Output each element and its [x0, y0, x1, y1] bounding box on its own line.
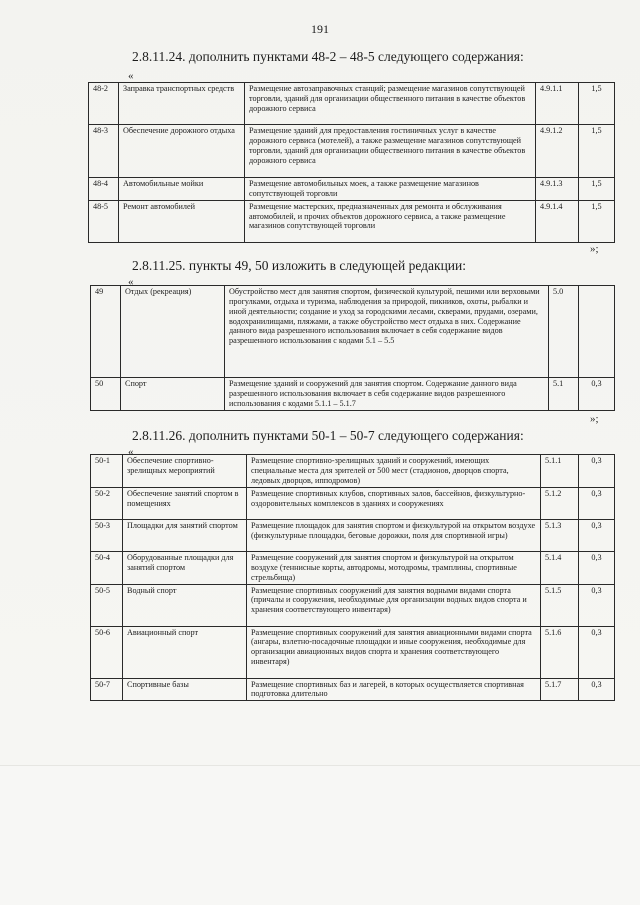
- row-number: 50-5: [91, 584, 123, 626]
- row-name: Обеспечение спортивно-зрелищных мероприятий: [123, 455, 247, 488]
- row-description: Размещение спортивных сооружений для занятия авиационными видами спорта (ангары, взлетно-посадочные площадки и иные сооружения, необходимые для организации авиационных видов спорта и хранения соответствующего инвентаря): [247, 626, 541, 678]
- table-row: [89, 178, 615, 201]
- table-row: [91, 584, 615, 626]
- row-coefficient: 1,5: [579, 200, 615, 242]
- close-quote-2: »;: [590, 413, 599, 425]
- row-description: Размещение площадок для занятия спортом и физкультурой на открытом воздухе (физкультурные площадки, беговые дорожки, поля для спортивной игры): [247, 520, 541, 552]
- row-description: Размещение спортивных сооружений для занятия водными видами спорта (причалы и сооружения, необходимые для организации водных видов спорта и хранения соответствующего инвентаря): [247, 584, 541, 626]
- row-code: 5.1.4: [541, 552, 579, 585]
- row-name: Обеспечение дорожного отдыха: [119, 125, 245, 178]
- open-quote-2: «: [128, 276, 134, 288]
- table-row: [91, 286, 615, 378]
- row-coefficient: 1,5: [579, 178, 615, 201]
- table-row: [91, 455, 615, 488]
- row-description: Размещение спортивных клубов, спортивных залов, бассейнов, физкультурно-оздоровительных комплексов в зданиях и сооружениях: [247, 488, 541, 520]
- row-number: 48-3: [89, 125, 119, 178]
- table-row: [89, 83, 615, 125]
- page-number: 191: [311, 22, 329, 36]
- row-description: Размещение спортивных баз и лагерей, в которых осуществляется спортивная подготовка длительно: [247, 678, 541, 701]
- row-code: 5.1.5: [541, 584, 579, 626]
- row-coefficient: 0,3: [579, 626, 615, 678]
- row-code: 4.9.1.2: [536, 125, 579, 178]
- row-name: Спортивные базы: [123, 678, 247, 701]
- row-number: 50-7: [91, 678, 123, 701]
- row-description: Размещение зданий для предоставления гостиничных услуг в качестве дорожного сервиса (мотелей), а также размещение магазинов сопутствующей торговли, зданий для организации общественного питания в качестве объектов дорожного сервиса: [245, 125, 536, 178]
- row-number: 50: [91, 378, 121, 411]
- row-number: 50-4: [91, 552, 123, 585]
- table-row: [91, 552, 615, 585]
- row-code: 5.1.7: [541, 678, 579, 701]
- close-quote-1: »;: [590, 243, 599, 255]
- table-row: [91, 488, 615, 520]
- row-code: 5.1.2: [541, 488, 579, 520]
- row-number: 50-6: [91, 626, 123, 678]
- section-heading-2: 2.8.11.25. пункты 49, 50 изложить в следующей редакции:: [132, 258, 467, 273]
- row-coefficient: 1,5: [579, 83, 615, 125]
- row-name: Обеспечение занятий спортом в помещениях: [123, 488, 247, 520]
- row-name: Ремонт автомобилей: [119, 200, 245, 242]
- open-quote-1: «: [128, 70, 134, 82]
- row-coefficient: 0,3: [579, 552, 615, 585]
- row-coefficient: 0,3: [579, 488, 615, 520]
- row-code: 5.1.3: [541, 520, 579, 552]
- row-description: Размещение спортивно-зрелищных зданий и сооружений, имеющих специальные места для зрителей от 500 мест (стадионов, дворцов спорта, ледовых дворцов, ипподромов): [247, 455, 541, 488]
- table-section-3: [90, 454, 615, 701]
- row-name: Оборудованные площадки для занятий спортом: [123, 552, 247, 585]
- table-row: [91, 520, 615, 552]
- row-code: 4.9.1.3: [536, 178, 579, 201]
- row-code: 5.1: [549, 378, 579, 411]
- row-name: Спорт: [121, 378, 225, 411]
- row-code: 4.9.1.4: [536, 200, 579, 242]
- table-row: [91, 678, 615, 701]
- row-name: Водный спорт: [123, 584, 247, 626]
- row-code: 5.1.6: [541, 626, 579, 678]
- row-number: 48-5: [89, 200, 119, 242]
- table-section-2: [90, 285, 615, 411]
- row-name: Автомобильные мойки: [119, 178, 245, 201]
- row-code: 5.1.1: [541, 455, 579, 488]
- row-number: 50-2: [91, 488, 123, 520]
- table-row: [91, 378, 615, 411]
- row-code: 5.0: [549, 286, 579, 378]
- row-coefficient: 0,3: [579, 678, 615, 701]
- row-name: Площадки для занятий спортом: [123, 520, 247, 552]
- table-row: [89, 200, 615, 242]
- row-number: 48-4: [89, 178, 119, 201]
- row-name: Отдых (рекреация): [121, 286, 225, 378]
- row-name: Авиационный спорт: [123, 626, 247, 678]
- row-description: Размещение автомобильных моек, а также размещение магазинов сопутствующей торговли: [245, 178, 536, 201]
- row-name: Заправка транспортных средств: [119, 83, 245, 125]
- row-description: Размещение автозаправочных станций; размещение магазинов сопутствующей торговли, зданий для организации общественного питания в качестве объектов дорожного сервиса: [245, 83, 536, 125]
- row-number: 48-2: [89, 83, 119, 125]
- row-description: Размещение мастерских, предназначенных для ремонта и обслуживания автомобилей, и прочих объектов дорожного сервиса, а также размещение магазинов сопутствующей торговли: [245, 200, 536, 242]
- row-coefficient: 0,3: [579, 378, 615, 411]
- section-heading-3: 2.8.11.26. дополнить пунктами 50-1 – 50-7 следующего содержания:: [132, 428, 524, 443]
- row-description: Размещение зданий и сооружений для занятия спортом. Содержание данного вида разрешенного использования включает в себя содержание видов разрешенного использования с кодами 5.1.1 – 5.1.7: [225, 378, 549, 411]
- row-number: 50-1: [91, 455, 123, 488]
- section-heading-1: 2.8.11.24. дополнить пунктами 48-2 – 48-5 следующего содержания:: [132, 49, 524, 64]
- row-coefficient: 0,3: [579, 584, 615, 626]
- row-coefficient: 0,3: [579, 520, 615, 552]
- table-section-1: [88, 82, 615, 243]
- row-coefficient: 0,3: [579, 455, 615, 488]
- row-code: 4.9.1.1: [536, 83, 579, 125]
- row-coefficient: 1,5: [579, 125, 615, 178]
- row-description: Размещение сооружений для занятия спортом и физкультурой на открытом воздухе (теннисные корты, автодромы, мотодромы, трамплины, спортивные стрельбища): [247, 552, 541, 585]
- table-row: [91, 626, 615, 678]
- table-row: [89, 125, 615, 178]
- open-quote-3: «: [128, 446, 134, 458]
- row-coefficient: [579, 286, 615, 378]
- row-number: 49: [91, 286, 121, 378]
- row-description: Обустройство мест для занятия спортом, физической культурой, пешими или верховыми прогулками, отдыха и туризма, наблюдения за природой, пикников, охоты, рыбалки и иной деятельности; создание и уход за городскими лесами, скверами, прудами, озерами, водохранилищами, пляжами, а также обустройство мест отдыха в них. Содержание данного вида разрешенного использования включает в себя содержание видов разрешенного использования с кодами 5.1 – 5.5: [225, 286, 549, 378]
- row-number: 50-3: [91, 520, 123, 552]
